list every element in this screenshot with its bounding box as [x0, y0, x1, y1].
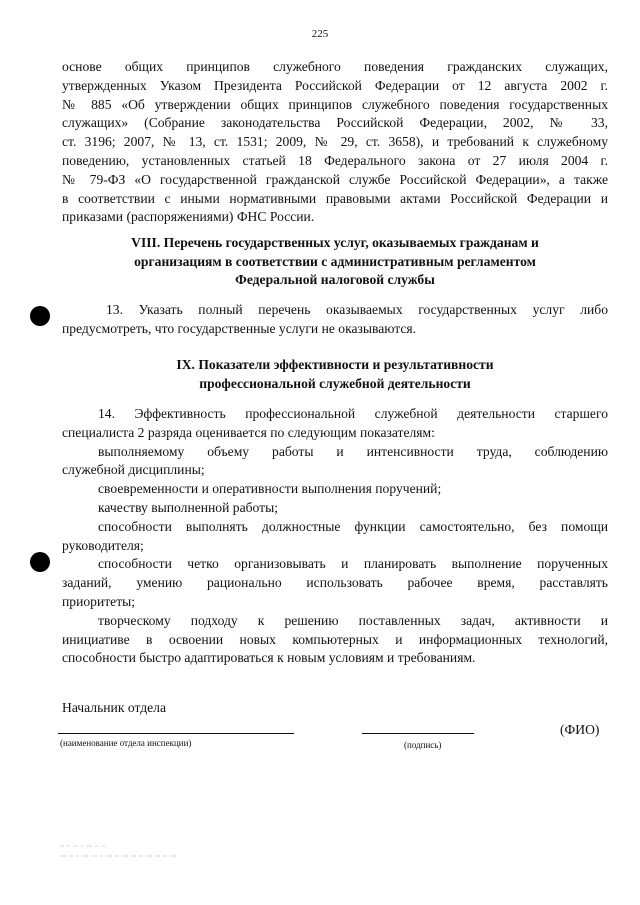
text-line: 13. Указать полный перечень оказываемых государственных услуг либо: [106, 302, 608, 317]
text-line: № 79-ФЗ «О государственной гражданской службе Российской Федерации», а также: [62, 171, 608, 187]
list-item: способности четко организовывать и планировать выполнение порученных: [98, 556, 608, 572]
text-line: в соответствии с иными нормативными правовыми актами Российской Федерации и: [62, 190, 608, 206]
faint-stamp-mark: [58, 842, 188, 864]
list-item: заданий, умению рационально использовать рабочее время, расставлять: [62, 575, 608, 591]
department-caption: (наименование отдела инспекции): [60, 738, 192, 748]
text-line: основе общих принципов служебного поведения гражданских служащих,: [62, 59, 608, 74]
heading-line: профессиональной служебной деятельности: [199, 375, 471, 391]
list-item: своевременности и оперативности выполнения поручений;: [98, 481, 442, 497]
list-item: способности выполнять должностные функции самостоятельно, без помощи: [98, 518, 608, 534]
list-item: руководителя;: [62, 537, 144, 553]
list-item: служебной дисциплины;: [62, 462, 205, 478]
list-item: качеству выполненной работы;: [98, 499, 278, 515]
intro-paragraph: [62, 58, 608, 227]
text-line: предусмотреть, что государственные услуги не оказываются.: [62, 320, 417, 336]
paragraph-14: [62, 405, 608, 668]
list-item: способности быстро адаптироваться к новым условиям и требованиям.: [62, 650, 476, 666]
punch-hole-mark: [30, 552, 50, 572]
punch-hole-mark: [30, 306, 50, 326]
section-heading-ix: [62, 356, 608, 393]
text-line: специалиста 2 разряда оценивается по следующим показателям:: [62, 424, 435, 440]
heading-line: организациям в соответствии с административным регламентом: [134, 253, 536, 269]
text-line: ст. 3196; 2007, № 13, ст. 1531; 2009, № 29, ст. 3658), и требований к служебному: [62, 134, 608, 150]
text-line: приказами (распоряжениями) ФНС России.: [62, 209, 315, 225]
paragraph-13: [62, 301, 608, 339]
text-line: поведению, установленных статьей 18 Федерального закона от 27 июля 2004 г.: [62, 152, 608, 168]
list-item: выполняемому объему работы и интенсивности труда, соблюдению: [98, 443, 608, 459]
section-heading-viii: [62, 234, 608, 290]
heading-line: Федеральной налоговой службы: [235, 272, 435, 288]
text-line: 14. Эффективность профессиональной служебной деятельности старшего: [98, 406, 608, 421]
signatory-title: Начальник отдела: [62, 700, 166, 715]
list-item: творческому подходу к решению поставленных задач, активности и: [98, 612, 608, 628]
list-item: приоритеты;: [62, 593, 136, 609]
heading-line: IX. Показатели эффективности и результативности: [176, 357, 494, 372]
page-number: 225: [311, 28, 329, 40]
fio-label: (ФИО): [560, 722, 600, 737]
department-line: [58, 733, 294, 734]
signature-caption: (подпись): [404, 740, 442, 750]
text-line: утвержденных Указом Президента Российской Федерации от 12 августа 2002 г.: [62, 77, 608, 93]
signature-line: [362, 733, 474, 734]
heading-line: VIII. Перечень государственных услуг, оказываемых гражданам и: [131, 235, 539, 250]
list-item: инициативе в освоении новых компьютерных и информационных технологий,: [62, 631, 608, 647]
text-line: служащих» (Собрание законодательства Российской Федерации, 2002, № 33,: [62, 115, 608, 131]
text-line: № 885 «Об утверждении общих принципов служебного поведения государственных: [62, 96, 608, 112]
